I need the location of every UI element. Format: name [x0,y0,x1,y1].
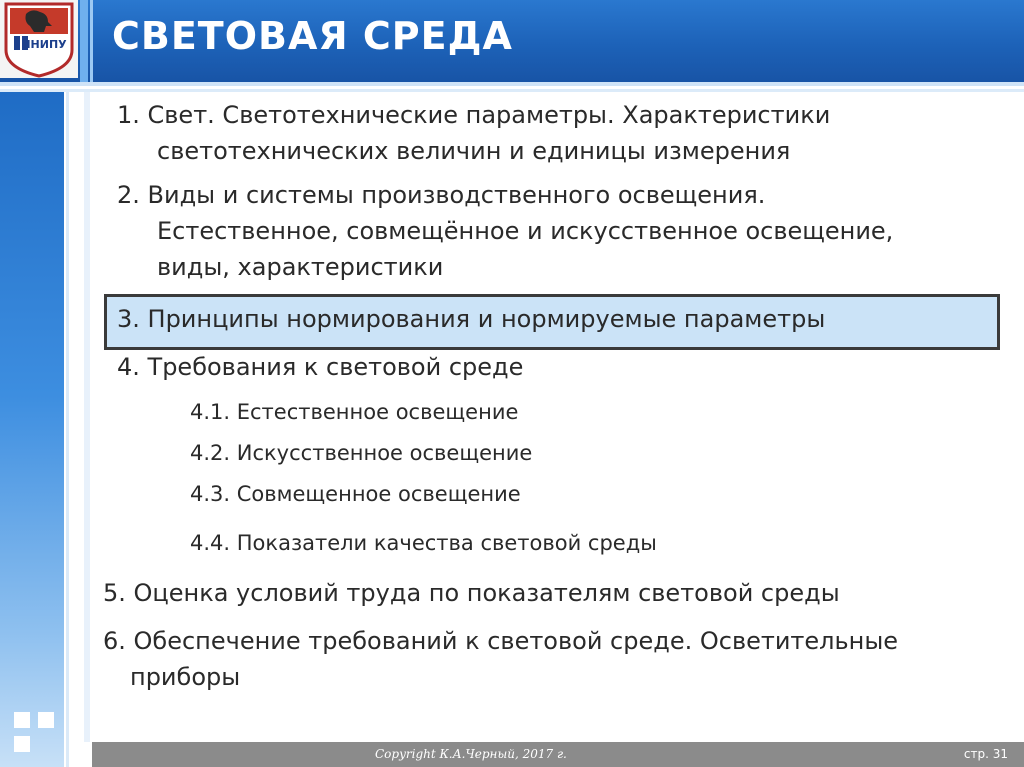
page-number: стр. 31 [963,747,1008,761]
side-divider [66,92,69,767]
list-item-1-cont: светотехнических величин и единицы измерения [157,137,791,165]
sub-item-4-2: 4.2. Искусственное освещение [190,441,533,465]
list-item-2-cont2: виды, характеристики [157,253,444,281]
list-item-2-cont: Естественное, совмещённое и искусственное освещение, [157,217,894,245]
decor-square [38,712,54,728]
list-item-1: 1. Свет. Светотехнические параметры. Характеристики [117,101,831,129]
copyright-text: Copyright К.А.Черный, 2017 г. [375,747,567,761]
list-item-2: 2. Виды и системы производственного освещения. [117,181,766,209]
list-item-6-cont: приборы [130,663,241,691]
header-stripe [80,0,88,82]
list-item-6: 6. Обеспечение требований к световой среде. Осветительные [103,627,899,655]
list-item-5: 5. Оценка условий труда по показателям световой среды [103,579,840,607]
list-item-3-highlighted: 3. Принципы нормирования и нормируемые параметры [117,305,826,333]
logo-text: ПНИПУ [21,38,67,51]
page-title: СВЕТОВАЯ СРЕДА [112,14,513,58]
side-divider-light [84,92,90,742]
logo-shield-icon [0,0,78,78]
sub-item-4-1: 4.1. Естественное освещение [190,400,519,424]
decor-square [14,712,30,728]
list-item-4: 4. Требования к световой среде [117,353,524,381]
left-side-panel [0,92,64,767]
university-logo [0,0,78,78]
sub-item-4-3: 4.3. Совмещенное освещение [190,482,521,506]
header-stripe-thin [90,0,93,82]
decor-square [14,736,30,752]
sub-item-4-4: 4.4. Показатели качества световой среды [190,531,657,555]
divider-bar-light [0,89,1024,92]
